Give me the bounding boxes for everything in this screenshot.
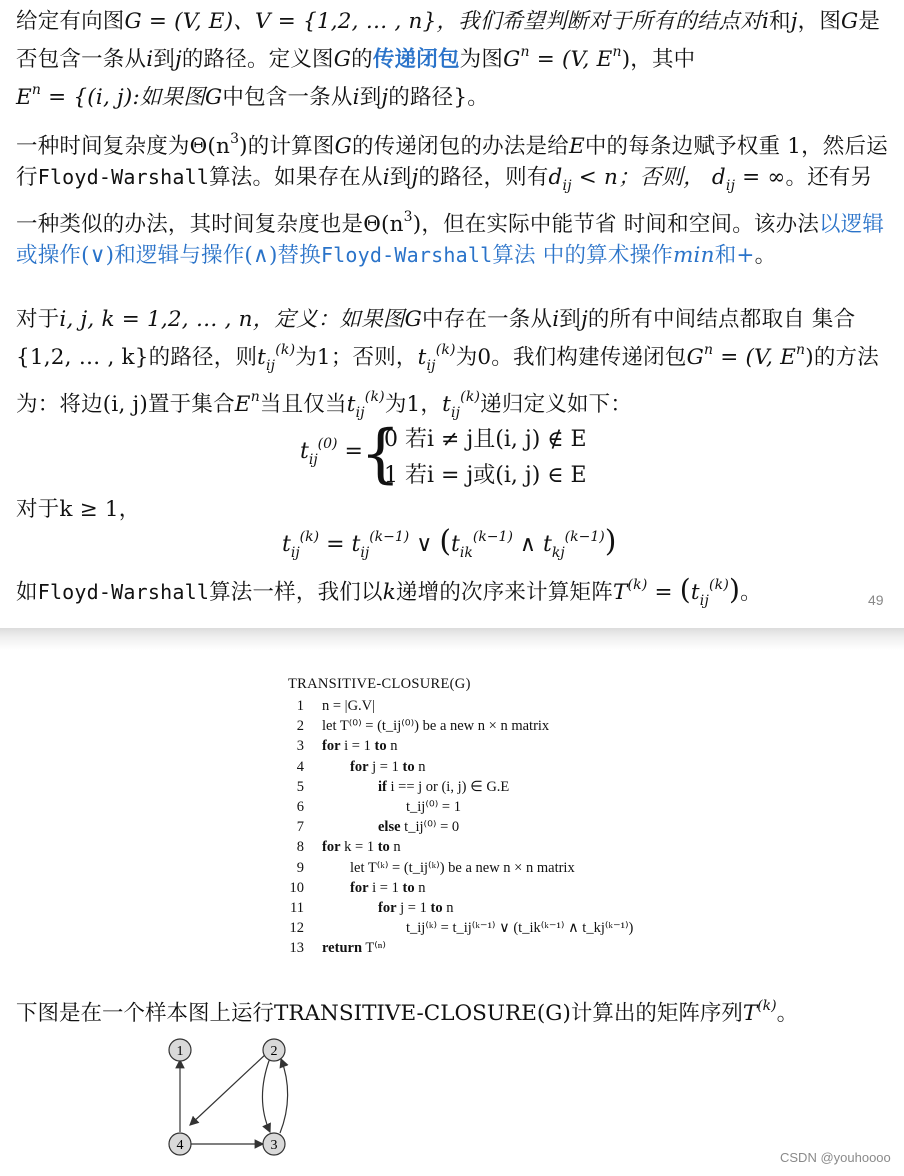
paragraph-order: 如Floyd-Warshall算法一样，我们以k递增的次序来计算矩阵$T^{(k)} = (t_{ij}^{(k)})$。 xyxy=(16,573,762,609)
highlight-logic-replace: 以逻辑或操作(∨)和逻辑与操作(∧)替换 xyxy=(16,212,885,268)
line-number: 3 xyxy=(296,738,304,755)
graph-node-label: 4 xyxy=(176,1138,184,1153)
page-number: 49 xyxy=(868,592,884,608)
line-number: 1 xyxy=(296,698,304,714)
code-text: T⁽ⁿ⁾ xyxy=(362,940,386,957)
equation-base-case: $t_{ij}^{(0)}$ = { 0 若i ≠ j且(i, j) ∉ E 1 若i = j或(i, j) ∈ E xyxy=(300,417,587,491)
line-number: 8 xyxy=(296,839,304,856)
code-text: n xyxy=(414,879,426,896)
keyword: to xyxy=(377,839,390,856)
keyword: for xyxy=(322,738,341,755)
edge-3-2 xyxy=(280,1059,288,1133)
pseudocode-text xyxy=(406,799,461,816)
code-text: j = 1 xyxy=(396,900,431,916)
line-number: 13 xyxy=(289,940,304,957)
graph-node-2 xyxy=(263,1039,285,1061)
pseudocode-text xyxy=(322,738,397,755)
graph-node-4 xyxy=(169,1133,191,1155)
code-text: n = |G.V| xyxy=(322,698,376,714)
line-number: 11 xyxy=(290,900,304,916)
pseudocode-text xyxy=(350,860,575,877)
code-text: n xyxy=(389,839,401,856)
keyword: to xyxy=(402,879,415,896)
edge-2-3 xyxy=(263,1058,271,1132)
graph-node-label: 2 xyxy=(270,1044,278,1059)
line-number: 5 xyxy=(296,778,304,795)
term-transitive-closure: 传递闭包 xyxy=(372,47,460,72)
line-number: 9 xyxy=(296,859,304,876)
code-text: n xyxy=(386,738,398,755)
graph-node-3 xyxy=(263,1133,285,1155)
code-text: n xyxy=(414,758,426,775)
line-number: 2 xyxy=(296,718,304,735)
edge-2-4 xyxy=(190,1053,267,1125)
code-text: t_ij⁽⁰⁾ = 0 xyxy=(400,819,460,836)
keyword: to xyxy=(430,900,443,916)
pseudocode-text xyxy=(378,900,453,917)
pseudocode-text xyxy=(350,759,425,776)
keyword: else xyxy=(378,819,401,836)
line-number: 10 xyxy=(289,879,304,896)
keyword: for xyxy=(378,900,397,916)
code-text: n xyxy=(442,900,454,916)
line-number: 7 xyxy=(296,819,304,836)
pseudocode-text xyxy=(350,880,425,897)
code-text: i = 1 xyxy=(340,738,375,755)
line-number: 12 xyxy=(289,920,304,937)
paragraph-for-k: 对于k ≥ 1， xyxy=(16,497,141,522)
code-text: k = 1 xyxy=(340,839,378,856)
code-text: i = 1 xyxy=(368,879,403,896)
pseudocode-text xyxy=(378,779,509,796)
page-divider xyxy=(0,628,904,650)
keyword: for xyxy=(350,758,369,775)
code-text: j = 1 xyxy=(368,758,403,775)
graph-node-label: 3 xyxy=(270,1138,278,1153)
pseudocode-text xyxy=(406,920,633,937)
pseudocode-text xyxy=(322,718,549,735)
pseudocode-text xyxy=(322,940,386,957)
pseudocode-text xyxy=(378,819,459,836)
sample-graph xyxy=(160,1030,300,1160)
pseudocode-text xyxy=(322,698,375,715)
watermark: CSDN @youhoooo xyxy=(780,1150,891,1165)
pseudocode-text xyxy=(322,839,401,856)
line-number: 4 xyxy=(296,758,304,775)
paragraph-definition: 给定有向图G = (V, E)、V = {1,2, … , n}，我们希望判断对于所有的结点对i和j，图G是否包含一条从i到j的路径。定义图G的传递闭包为图$G^n = (V$, $E^n$)，其中 $E^n = \{(i$, j):如果图G中包含一条从i到j的路径}。 xyxy=(16,9,881,110)
keyword: if xyxy=(378,778,387,795)
code-text: let T⁽ᵏ⁾ = (t_ij⁽ᵏ⁾) be a new n × n matrix xyxy=(350,859,575,876)
keyword: to xyxy=(402,758,415,775)
pseudocode-title: TRANSITIVE-CLOSURE(G) xyxy=(288,676,471,692)
paragraph-method: 一种时间复杂度为$\Theta(n^3)$的计算图G的传递闭包的办法是给E中的每条边赋予权重 1，然后运行Floyd-Warshall算法。如果存在从i到j的路径，则有$d_{ij} < n$；否则， $d_{ij}$ = ∞。还有另一种类似的办法，其时间复杂度也是$\Theta(n^3)$，但在实际中能节省 时间和空间。该办法以逻辑或操作(∨)和逻辑与操作(∧)替换Floyd-Warshall算法 中的算术操作min和+。 xyxy=(16,131,888,268)
code-text: let T⁽⁰⁾ = (t_ij⁽⁰⁾) be a new n × n matrix xyxy=(322,718,550,735)
paragraph-recursive-definition: 对于i, j, k = 1,2, … , n，定义：如果图G中存在一条从i到j的所有中间结点都取自 集合{1,2, … , k}的路径，则$t_{ij}^{(k)}$为1；否则，$t_{ij}^{(k)}$为0。我们构建传递闭包$G^n = (V$, $E^n$)的方法为：将边(i, j)置于集合$E^n$当且仅当$t_{ij}^{(k)}$为1，$t_{ij}^{(k)}$递归定义如下： xyxy=(16,307,879,421)
code-text: t_ij⁽ᵏ⁾ = t_ij⁽ᵏ⁻¹⁾ ∨ (t_ik⁽ᵏ⁻¹⁾ ∧ t_kj⁽ᵏ⁻¹⁾) xyxy=(406,920,634,937)
line-number: 6 xyxy=(296,799,304,815)
keyword: to xyxy=(374,738,387,755)
keyword: for xyxy=(350,879,369,896)
figure-caption: 下图是在一个样本图上运行TRANSITIVE-CLOSURE(G)计算出的矩阵序列$T^{(k)}$。 xyxy=(16,998,799,1026)
graph-node-label: 1 xyxy=(176,1044,184,1059)
textbook-page-bottom xyxy=(0,650,904,1176)
graph-node-1 xyxy=(169,1039,191,1061)
keyword: for xyxy=(322,839,341,856)
keyword: return xyxy=(322,940,363,957)
code-text: i == j or (i, j) ∈ G.E xyxy=(386,778,510,795)
equation-recurrence: $t_{ij}^{(k)} = t_{ij}^{(k-1)}$ ∨ ($t_{ik}^{(k-1)}$ ∧ $t_{kj}^{(k-1)}$) xyxy=(282,524,617,561)
code-text: t_ij⁽⁰⁾ = 1 xyxy=(406,799,461,815)
